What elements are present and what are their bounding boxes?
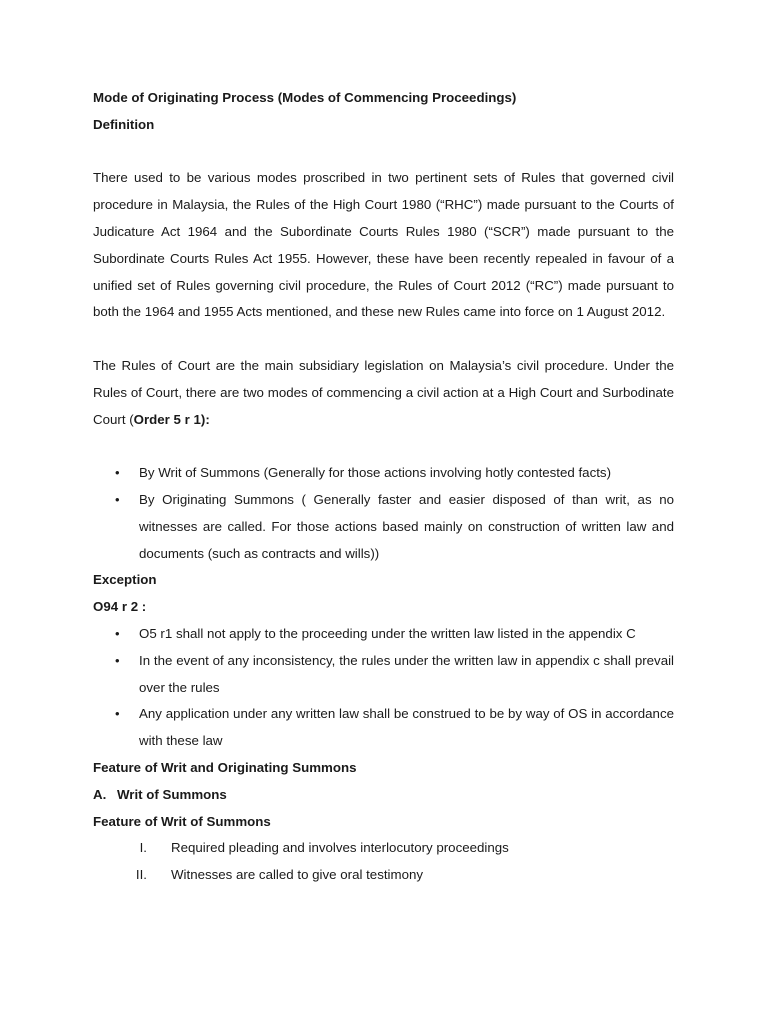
document-title: Mode of Originating Process (Modes of Commencing Proceedings) [93, 90, 517, 105]
bullet-icon: • [115, 706, 120, 722]
list-item [93, 487, 674, 567]
paragraph-history: There used to be various modes proscribed in two pertinent sets of Rules that governed civil procedure in Malaysia, the Rules of the High Court 1980 (“RHC”) made pursuant to the Courts of Judicature Act 1964 and the Subordinate Courts Rules 1980 (“SCR”) made pursuant to the Subordinate Courts Rules Act 1955. However, these have been recently repealed in favour of a unified set of Rules governing civil procedure, the Rules of Court 2012 (“RC”) made pursuant to both the 1964 and 1955 Acts mentioned, and these new Rules came into force on 1 August 2012. [93, 170, 674, 320]
o94-heading: O94 r 2 : [93, 599, 147, 615]
paragraph-rules-of-court [93, 353, 674, 433]
list-item [93, 862, 674, 889]
list-item-text: In the event of any inconsistency, the rules under the written law in appendix c shall prevail over the rules [139, 652, 674, 695]
list-item-text: O5 r1 shall not apply to the proceeding under the written law listed in the appendix C [139, 625, 636, 641]
spacer [93, 433, 674, 460]
paragraph-rules-text: The Rules of Court are the main subsidiary legislation on Malaysia’s civil procedure. Under the Rules of Court, there are two modes of commencing a civil action at a High Court and Surbodinate Court ( [93, 357, 674, 427]
modes-list [93, 460, 674, 567]
list-item [93, 835, 674, 862]
section-title: Writ of Summons [117, 786, 227, 802]
list-item-text: By Writ of Summons (Generally for those actions involving hotly contested facts) [139, 465, 611, 481]
writ-features-list [93, 835, 674, 889]
list-item-text: Any application under any written law shall be construed to be by way of OS in accordance with these law [139, 706, 674, 749]
roman-numeral: II. [135, 867, 147, 883]
list-item [93, 648, 674, 702]
roman-numeral: I. [139, 840, 147, 856]
list-item [93, 621, 674, 648]
list-item-text: Required pleading and involves interlocutory proceedings [171, 840, 509, 856]
list-item-text: Witnesses are called to give oral testimony [171, 867, 424, 883]
list-item [93, 701, 674, 755]
bullet-icon: • [115, 465, 120, 481]
list-item [93, 460, 674, 487]
document-page [93, 85, 674, 889]
bullet-icon: • [115, 491, 120, 507]
exception-heading: Exception [93, 572, 157, 588]
bullet-icon: • [115, 625, 120, 641]
definition-heading: Definition [93, 116, 155, 132]
feature-writ-heading: Feature of Writ of Summons [93, 813, 271, 829]
list-item-text: By Originating Summons ( Generally faster and easier disposed of than writ, as no witnesses are called. For those actions based mainly on construction of written law and documents (such as contracts and wills)) [139, 491, 674, 561]
spacer [93, 139, 674, 166]
section-a-heading [93, 782, 674, 809]
feature-heading: Feature of Writ and Originating Summons [93, 759, 357, 775]
section-letter: A. [93, 786, 107, 802]
order-reference: Order 5 r 1): [133, 411, 210, 427]
bullet-icon: • [115, 652, 120, 668]
exceptions-list [93, 621, 674, 755]
spacer [93, 326, 674, 353]
